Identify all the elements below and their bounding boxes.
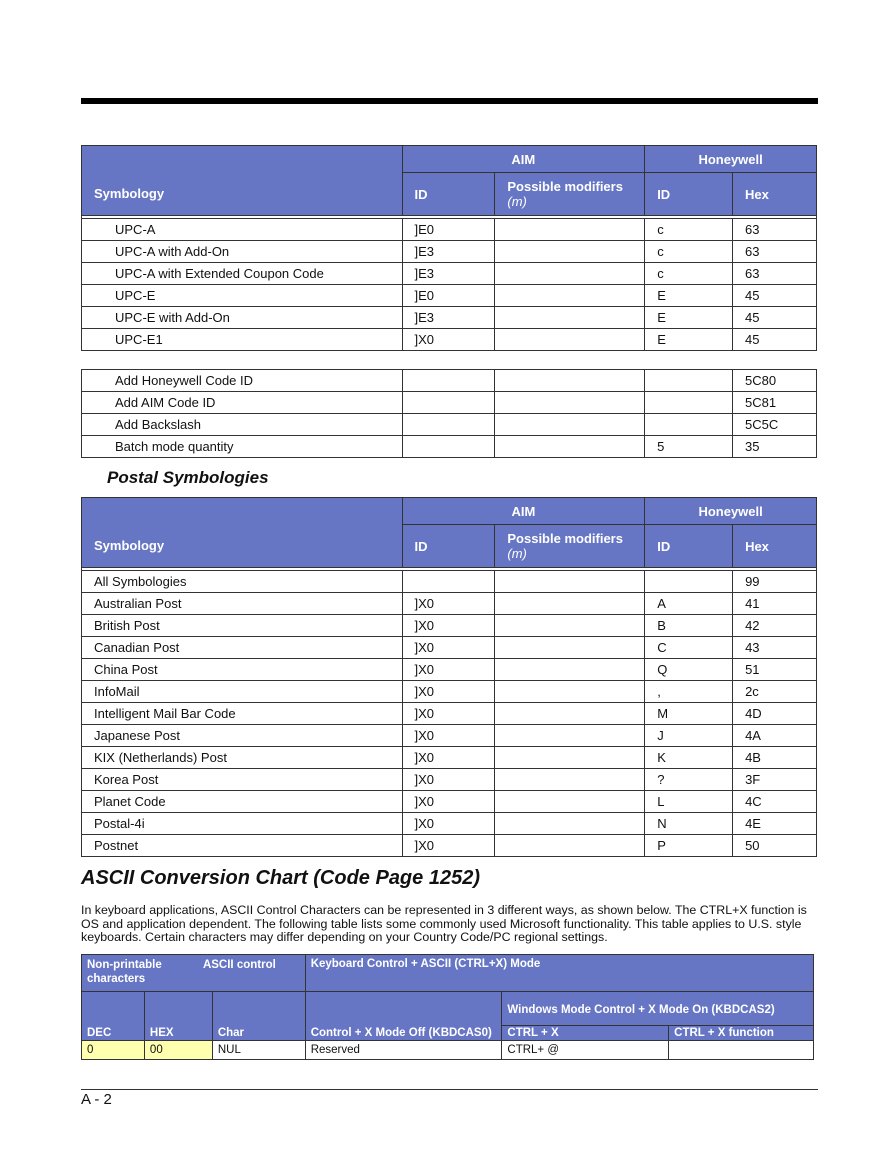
cell-aim-id: ]X0 xyxy=(402,813,495,835)
header-aim-id: ID xyxy=(402,173,495,216)
cell-symbology: Japanese Post xyxy=(82,725,403,747)
header-hex: Hex xyxy=(733,173,817,216)
bottom-rule xyxy=(81,1089,818,1090)
cell-hw-id xyxy=(645,370,733,392)
cell-modifier xyxy=(495,615,645,637)
cell-hex: 2c xyxy=(733,681,817,703)
cell-aim-id: ]X0 xyxy=(402,791,495,813)
cell-aim-id xyxy=(402,414,495,436)
cell-symbology: Postnet xyxy=(82,835,403,857)
cell-mode-off: Reserved xyxy=(305,1041,502,1060)
table-row xyxy=(82,769,817,791)
header-aim: AIM xyxy=(402,146,645,173)
cell-symbology: All Symbologies xyxy=(82,571,403,593)
table-row xyxy=(82,285,817,307)
table-row xyxy=(82,370,817,392)
cell-aim-id: ]E3 xyxy=(402,307,495,329)
cell-hw-id: E xyxy=(645,307,733,329)
cell-option: Add Honeywell Code ID xyxy=(82,370,403,392)
cell-aim-id: ]X0 xyxy=(402,835,495,857)
header-blank xyxy=(82,146,403,173)
cell-hex: 45 xyxy=(733,285,817,307)
cell-hw-id: ? xyxy=(645,769,733,791)
cell-hw-id: c xyxy=(645,241,733,263)
code-id-options-table xyxy=(81,369,817,458)
table-row xyxy=(82,263,817,285)
cell-hex: 50 xyxy=(733,835,817,857)
modifiers-m: (m) xyxy=(507,546,527,561)
modifiers-label: Possible modifiers xyxy=(507,531,623,546)
cell-hw-id xyxy=(645,392,733,414)
cell-hex: 42 xyxy=(733,615,817,637)
cell-hex: 51 xyxy=(733,659,817,681)
header-honeywell: Honeywell xyxy=(645,498,817,525)
cell-option: Add AIM Code ID xyxy=(82,392,403,414)
cell-option: Batch mode quantity xyxy=(82,436,403,458)
cell-modifier xyxy=(495,241,645,263)
cell-modifier xyxy=(495,769,645,791)
cell-modifier xyxy=(495,593,645,615)
cell-symbology: Postal-4i xyxy=(82,813,403,835)
cell-modifier xyxy=(495,791,645,813)
cell-modifier xyxy=(495,681,645,703)
cell-hw-id: E xyxy=(645,285,733,307)
table-row xyxy=(82,813,817,835)
header-char: Char xyxy=(212,1026,305,1041)
cell-modifier xyxy=(495,747,645,769)
cell-modifier xyxy=(495,725,645,747)
cell-aim-id: ]X0 xyxy=(402,747,495,769)
table-row xyxy=(82,725,817,747)
table-row xyxy=(82,747,817,769)
header-nonprintable xyxy=(82,955,306,992)
header-windows-mode: Windows Mode Control + X Mode On (KBDCAS2) xyxy=(502,992,814,1026)
table-row xyxy=(82,835,817,857)
cell-option: Add Backslash xyxy=(82,414,403,436)
cell-aim-id: ]E3 xyxy=(402,241,495,263)
table-row xyxy=(82,241,817,263)
cell-modifier xyxy=(495,414,645,436)
cell-hex: 5C81 xyxy=(733,392,817,414)
cell-hw-id: N xyxy=(645,813,733,835)
cell-hex: 99 xyxy=(733,571,817,593)
table-row xyxy=(82,1041,814,1060)
header-ctrl-x-function: CTRL + X function xyxy=(669,1026,814,1041)
table-row xyxy=(82,615,817,637)
cell-aim-id: ]X0 xyxy=(402,725,495,747)
modifiers-m: (m) xyxy=(507,194,527,209)
cell-symbology: UPC-A with Extended Coupon Code xyxy=(82,263,403,285)
cell-hw-id: , xyxy=(645,681,733,703)
cell-hex: 4E xyxy=(733,813,817,835)
cell-aim-id xyxy=(402,392,495,414)
header-modifiers xyxy=(495,173,645,216)
cell-hex: 45 xyxy=(733,329,817,351)
header-keyboard-control: Keyboard Control + ASCII (CTRL+X) Mode xyxy=(305,955,813,992)
cell-hex: 4D xyxy=(733,703,817,725)
cell-symbology: China Post xyxy=(82,659,403,681)
cell-hw-id: E xyxy=(645,329,733,351)
header-blank xyxy=(82,498,403,525)
table-row xyxy=(82,307,817,329)
cell-aim-id: ]X0 xyxy=(402,703,495,725)
cell-char: NUL xyxy=(212,1041,305,1060)
cell-ctrl-x: CTRL+ @ xyxy=(502,1041,669,1060)
cell-hw-id: C xyxy=(645,637,733,659)
cell-hw-id: M xyxy=(645,703,733,725)
cell-hw-id: 5 xyxy=(645,436,733,458)
ascii-intro: In keyboard applications, ASCII Control Characters can be represented in 3 different ways, as shown below. The CTRL+X function is OS and application dependent. The following table lists some commonly used Microsoft functionality. This table applies to U.S. style keyboards. Certain characters may differ depending on your Country Code/PC regional settings. xyxy=(81,903,807,944)
header-hw-id: ID xyxy=(645,525,733,568)
cell-modifier xyxy=(495,637,645,659)
cell-hw-id xyxy=(645,571,733,593)
table-row xyxy=(82,659,817,681)
characters-label: characters xyxy=(87,973,146,985)
cell-hex: 5C80 xyxy=(733,370,817,392)
cell-symbology: UPC-E1 xyxy=(82,329,403,351)
cell-aim-id xyxy=(402,571,495,593)
cell-hw-id: L xyxy=(645,791,733,813)
cell-symbology: UPC-A xyxy=(82,219,403,241)
cell-symbology: UPC-E xyxy=(82,285,403,307)
cell-aim-id: ]E0 xyxy=(402,219,495,241)
cell-hw-id: Q xyxy=(645,659,733,681)
table-row xyxy=(82,414,817,436)
table-row xyxy=(82,791,817,813)
top-rule xyxy=(81,98,818,104)
cell-hex: 4C xyxy=(733,791,817,813)
cell-modifier xyxy=(495,392,645,414)
table-row xyxy=(82,219,817,241)
cell-symbology: Intelligent Mail Bar Code xyxy=(82,703,403,725)
cell-symbology: Planet Code xyxy=(82,791,403,813)
table-row xyxy=(82,593,817,615)
table-row xyxy=(82,681,817,703)
cell-modifier xyxy=(495,835,645,857)
header-dec: DEC xyxy=(82,1026,145,1041)
ascii-heading: ASCII Conversion Chart (Code Page 1252) xyxy=(81,867,480,889)
header-ctrl-x: CTRL + X xyxy=(502,1026,669,1041)
cell-symbology: UPC-E with Add-On xyxy=(82,307,403,329)
ascii-table xyxy=(81,954,814,1060)
header-honeywell: Honeywell xyxy=(645,146,817,173)
symbology-table xyxy=(81,145,817,351)
cell-modifier xyxy=(495,571,645,593)
header-aim-id: ID xyxy=(402,525,495,568)
cell-aim-id: ]X0 xyxy=(402,681,495,703)
cell-hex: 45 xyxy=(733,307,817,329)
header-blank xyxy=(82,992,145,1026)
header-hw-id: ID xyxy=(645,173,733,216)
nonprintable-label: Non-printable xyxy=(87,959,162,971)
header-blank xyxy=(305,992,502,1026)
cell-hex: 63 xyxy=(733,263,817,285)
cell-hex: 00 xyxy=(144,1041,212,1060)
cell-aim-id: ]X0 xyxy=(402,593,495,615)
cell-symbology: InfoMail xyxy=(82,681,403,703)
cell-aim-id: ]X0 xyxy=(402,637,495,659)
table-row xyxy=(82,436,817,458)
cell-modifier xyxy=(495,813,645,835)
cell-symbology: Korea Post xyxy=(82,769,403,791)
cell-hex: 35 xyxy=(733,436,817,458)
cell-symbology: Canadian Post xyxy=(82,637,403,659)
cell-modifier xyxy=(495,329,645,351)
table-row xyxy=(82,329,817,351)
cell-hw-id: B xyxy=(645,615,733,637)
header-blank xyxy=(144,992,212,1026)
cell-aim-id: ]E3 xyxy=(402,263,495,285)
cell-aim-id: ]X0 xyxy=(402,329,495,351)
cell-modifier xyxy=(495,703,645,725)
cell-hex: 41 xyxy=(733,593,817,615)
cell-modifier xyxy=(495,436,645,458)
cell-hex: 3F xyxy=(733,769,817,791)
cell-symbology: KIX (Netherlands) Post xyxy=(82,747,403,769)
cell-symbology: British Post xyxy=(82,615,403,637)
ascii-control-label: ASCII control xyxy=(202,959,276,971)
page-number: A - 2 xyxy=(81,1091,112,1108)
header-symbology: Symbology xyxy=(82,173,403,216)
header-hex: HEX xyxy=(144,1026,212,1041)
cell-hw-id: c xyxy=(645,263,733,285)
cell-hex: 63 xyxy=(733,219,817,241)
header-mode-off: Control + X Mode Off (KBDCAS0) xyxy=(305,1026,502,1041)
header-aim: AIM xyxy=(402,498,645,525)
cell-dec: 0 xyxy=(82,1041,145,1060)
cell-hw-id: K xyxy=(645,747,733,769)
cell-aim-id: ]X0 xyxy=(402,769,495,791)
cell-ctrl-x-function xyxy=(669,1041,814,1060)
cell-symbology: UPC-A with Add-On xyxy=(82,241,403,263)
modifiers-label: Possible modifiers xyxy=(507,179,623,194)
cell-modifier xyxy=(495,263,645,285)
postal-heading: Postal Symbologies xyxy=(107,468,269,487)
postal-table xyxy=(81,497,817,857)
cell-hw-id: J xyxy=(645,725,733,747)
cell-hw-id: c xyxy=(645,219,733,241)
cell-symbology: Australian Post xyxy=(82,593,403,615)
cell-hex: 5C5C xyxy=(733,414,817,436)
cell-aim-id: ]E0 xyxy=(402,285,495,307)
table-row xyxy=(82,571,817,593)
cell-modifier xyxy=(495,370,645,392)
cell-aim-id: ]X0 xyxy=(402,615,495,637)
table-row xyxy=(82,392,817,414)
header-symbology: Symbology xyxy=(82,525,403,568)
cell-modifier xyxy=(495,219,645,241)
header-blank xyxy=(212,992,305,1026)
cell-hex: 63 xyxy=(733,241,817,263)
cell-hw-id: A xyxy=(645,593,733,615)
cell-aim-id xyxy=(402,370,495,392)
cell-modifier xyxy=(495,307,645,329)
table-row xyxy=(82,637,817,659)
cell-aim-id xyxy=(402,436,495,458)
cell-hw-id: P xyxy=(645,835,733,857)
cell-hex: 4B xyxy=(733,747,817,769)
cell-modifier xyxy=(495,285,645,307)
cell-aim-id: ]X0 xyxy=(402,659,495,681)
cell-modifier xyxy=(495,659,645,681)
cell-hex: 43 xyxy=(733,637,817,659)
cell-hw-id xyxy=(645,414,733,436)
table-row xyxy=(82,703,817,725)
cell-hex: 4A xyxy=(733,725,817,747)
header-hex: Hex xyxy=(733,525,817,568)
header-modifiers xyxy=(495,525,645,568)
